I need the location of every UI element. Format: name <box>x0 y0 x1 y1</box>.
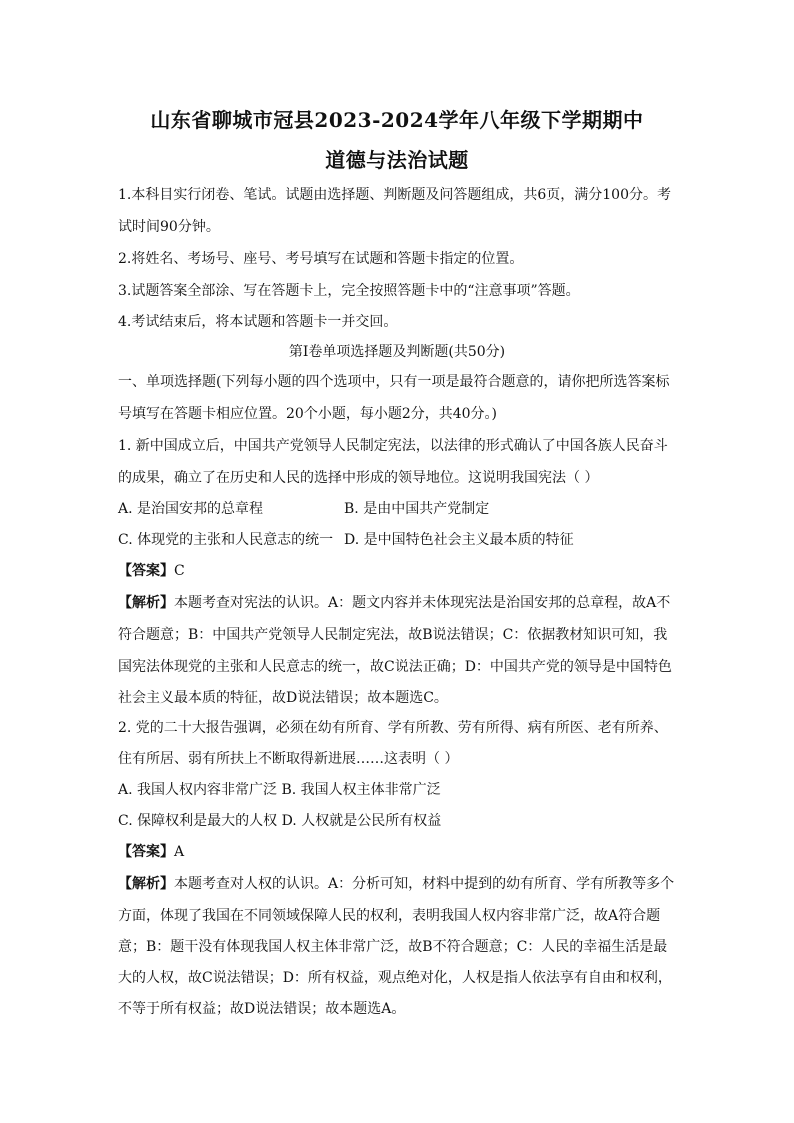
instruction-1b: 试时间90分钟。 <box>118 219 220 235</box>
q1-analysis-label: 【解析】 <box>118 595 174 611</box>
exam-subtitle: 道德与法治试题 <box>325 148 469 172</box>
instruction-4: 4.考试结束后，将本试题和答题卡一并交回。 <box>118 314 398 330</box>
q2-stem-a: 2. 党的二十大报告强调，必须在幼有所育、学有所教、劳有所得、病有所医、老有所养、 <box>118 720 668 736</box>
q2-answer-label: 【答案】 <box>118 844 174 860</box>
q2-analysis-label: 【解析】 <box>118 876 174 892</box>
q2-analysis-2: 方面，体现了我国在不同领域保障人民的权利，表明我国人权内容非常广泛，故A符合题 <box>118 908 661 924</box>
q1-analysis-1 <box>118 594 688 612</box>
q2-analysis-text-1: 本题考查对人权的认识。A：分析可知，材料中提到的幼有所育、学有所教等多个 <box>174 876 675 892</box>
q2-options-cd: C. 保障权利是最大的人权 D. 人权就是公民所有权益 <box>118 813 442 829</box>
q2-options-ab: A. 我国人权内容非常广泛 B. 我国人权主体非常广泛 <box>118 782 441 798</box>
q2-stem-b: 住有所居、弱有所扶上不断取得新进展……这表明（ ） <box>118 751 459 767</box>
instruction-2: 2.将姓名、考场号、座号、考号填写在试题和答题卡指定的位置。 <box>118 251 524 267</box>
instruction-1a: 1.本科目实行闭卷、笔试。试题由选择题、判断题及问答题组成，共6页，满分100分。考 <box>118 187 671 203</box>
q1-options-cd <box>118 531 688 549</box>
q1-option-d: D. 是中国特色社会主义最本质的特征 <box>344 532 574 548</box>
instruction-3: 3.试题答案全部涂、写在答题卡上，完全按照答题卡中的“注意事项”答题。 <box>118 283 580 299</box>
section-intro-b: 号填写在答题卡相应位置。20个小题，每小题2分，共40分。) <box>118 406 497 422</box>
q2-analysis-4: 大的人权，故C说法错误；D：所有权益，观点绝对化，人权是指人依法享有自由和权利， <box>118 970 672 986</box>
q1-option-a: A. 是治国安邦的总章程 <box>118 501 264 517</box>
q1-analysis-text-1: 本题考查对宪法的认识。A：题文内容并未体现宪法是治国安邦的总章程，故A不 <box>174 595 671 611</box>
q1-analysis-4: 社会主义最本质的特征，故D说法错误；故本题选C。 <box>118 690 448 706</box>
q1-option-c: C. 体现党的主张和人民意志的统一 <box>118 532 334 548</box>
q1-answer-value: C <box>174 563 185 579</box>
q2-analysis-5: 不等于所有权益；故D说法错误；故本题选A。 <box>118 1001 406 1017</box>
q1-stem-b: 的成果，确立了在历史和人民的选择中形成的领导地位。这说明我国宪法（ ） <box>118 470 599 486</box>
q1-analysis-2: 符合题意；B：中国共产党领导人民制定宪法，故B说法错误；C：依据教材知识可知，我 <box>118 627 668 643</box>
section-intro-a: 一、单项选择题(下列每小题的四个选项中，只有一项是最符合题意的，请你把所选答案标 <box>118 374 670 390</box>
q1-options-ab <box>118 500 688 518</box>
q1-option-b: B. 是由中国共产党制定 <box>344 501 490 517</box>
section-heading: 第Ⅰ卷单项选择题及判断题(共50分) <box>288 344 506 360</box>
q2-answer <box>118 843 688 861</box>
q1-answer-label: 【答案】 <box>118 563 174 579</box>
q2-analysis-1 <box>118 875 688 893</box>
q1-stem-a: 1. 新中国成立后，中国共产党领导人民制定宪法，以法律的形式确认了中国各族人民奋斗 <box>118 438 668 454</box>
q1-answer <box>118 562 688 580</box>
q2-analysis-3: 意；B：题干没有体现我国人权主体非常广泛，故B不符合题意；C：人民的幸福生活是最 <box>118 939 668 955</box>
q1-analysis-3: 国宪法体现党的主张和人民意志的统一，故C说法正确；D：中国共产党的领导是中国特色 <box>118 659 672 675</box>
exam-title: 山东省聊城市冠县2023-2024学年八年级下学期期中 <box>150 108 644 132</box>
q2-answer-value: A <box>174 844 185 860</box>
